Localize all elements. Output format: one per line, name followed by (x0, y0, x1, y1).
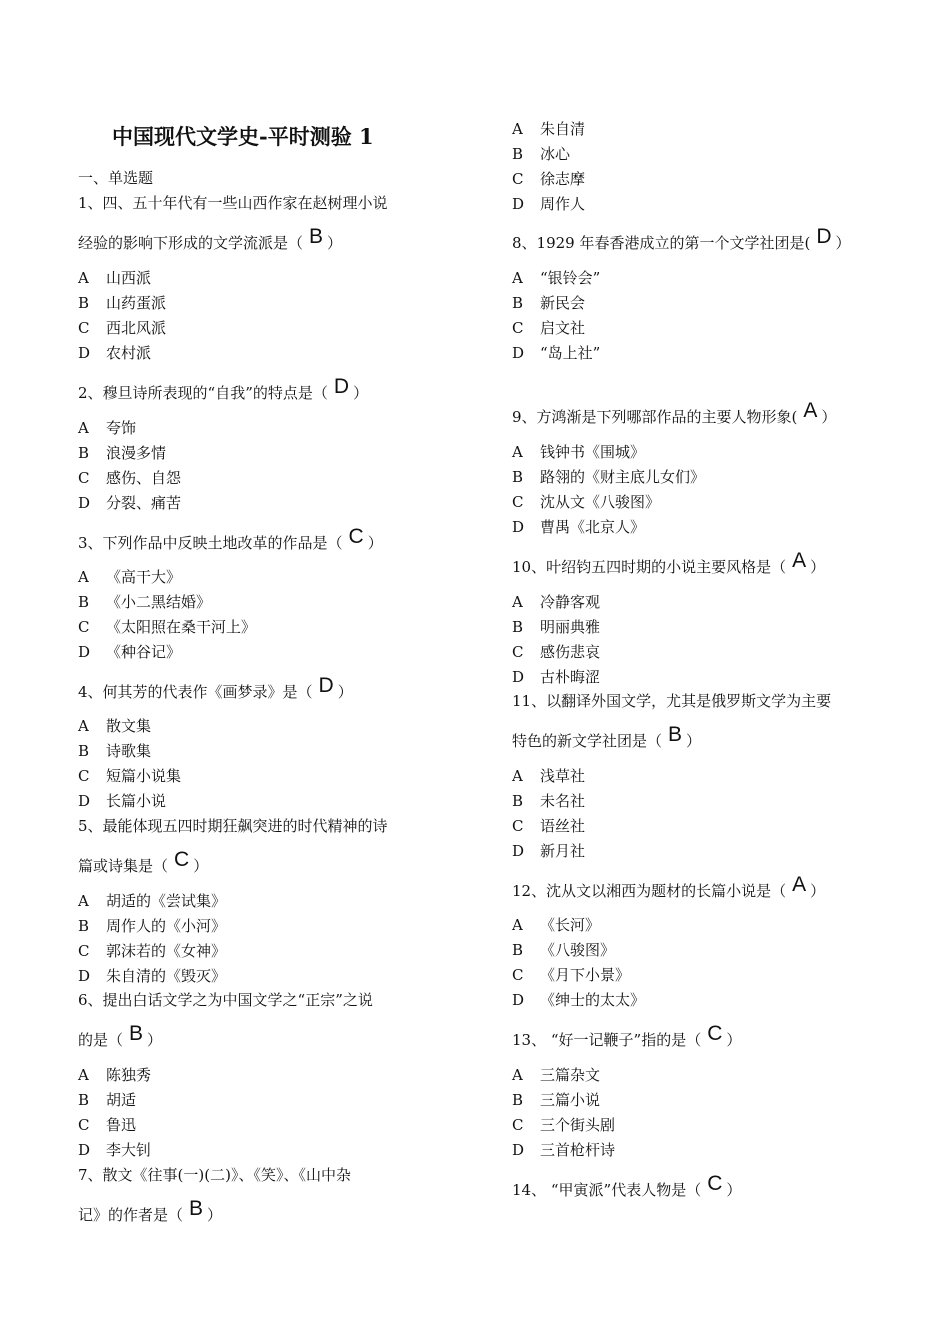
option-item: A “银铃会” (512, 269, 601, 287)
option-item: C 三个街头剧 (512, 1116, 616, 1134)
answer-mark: C (707, 1172, 723, 1195)
question-7-text-line-2: 记》的作者是（ B ） (78, 1197, 223, 1224)
question-11-text-line-1: 11、以翻译外国文学，尤其是俄罗斯文学为主要 (512, 692, 832, 710)
option-item: C 语丝社 (512, 817, 586, 835)
option-item: B 周作人的《小河》 (78, 917, 227, 935)
option-item: B 明丽典雅 (512, 618, 601, 636)
answer-mark: D (333, 375, 350, 398)
answer-mark: C (348, 525, 364, 548)
option-item: B 山药蛋派 (78, 294, 167, 312)
option-item: B 冰心 (512, 145, 571, 163)
question-6-text-line-1: 6、提出白话文学之为中国文学之“正宗”之说 (78, 991, 373, 1009)
question-14-text: 14、 “甲寅派”代表人物是（ C ） (512, 1172, 742, 1199)
answer-mark: B (189, 1197, 204, 1220)
option-item: C 沈从文《八骏图》 (512, 493, 661, 511)
question-9-text: 9、方鸿渐是下列哪部作品的主要人物形象( A ） (512, 399, 837, 426)
answer-mark: B (668, 723, 683, 746)
question-5-text-line-1: 5、最能体现五四时期狂飙突进的时代精神的诗 (78, 817, 388, 835)
option-item: B 未名社 (512, 792, 586, 810)
option-item: C 鲁迅 (78, 1116, 137, 1134)
option-item: C 短篇小说集 (78, 767, 182, 785)
option-item: A 山西派 (78, 269, 152, 287)
option-item: A 钱钟书《围城》 (512, 443, 646, 461)
option-item: D 《绅士的太太》 (512, 991, 646, 1009)
option-item: D 分裂、痛苦 (78, 494, 182, 512)
option-item: A 散文集 (78, 717, 152, 735)
question-2-text: 2、穆旦诗所表现的“自我”的特点是（ D ） (78, 375, 369, 402)
option-item: A 浅草社 (512, 767, 586, 785)
answer-mark: A (803, 399, 818, 422)
option-item: A 陈独秀 (78, 1066, 152, 1084)
option-item: C 郭沫若的《女神》 (78, 942, 227, 960)
option-item: C 《太阳照在桑干河上》 (78, 618, 257, 636)
option-item: D 李大钊 (78, 1141, 152, 1159)
option-item: C 《月下小景》 (512, 966, 631, 984)
option-item: A 胡适的《尝试集》 (78, 892, 227, 910)
question-8-text: 8、1929 年春香港成立的第一个文学社团是( D ） (512, 225, 851, 252)
question-10-text: 10、叶绍钧五四时期的小说主要风格是（ A ） (512, 549, 826, 576)
question-1-text-line-2: 经验的影响下形成的文学流派是（ B ） (78, 225, 343, 252)
option-item: B 胡适 (78, 1091, 137, 1109)
option-item: B 诗歌集 (78, 742, 152, 760)
option-item: B 新民会 (512, 294, 586, 312)
option-item: A 朱自清 (512, 120, 586, 138)
question-6-text-line-2: 的是（ B ） (78, 1022, 163, 1049)
option-item: C 徐志摩 (512, 170, 586, 188)
option-item: B 路翎的《财主底儿女们》 (512, 468, 706, 486)
question-13-text: 13、 “好一记鞭子”指的是（ C ） (512, 1022, 742, 1049)
question-1-text-line-1: 1、四、五十年代有一些山西作家在赵树理小说 (78, 194, 388, 212)
option-item: C 西北风派 (78, 319, 167, 337)
question-7-text-line-1: 7、散文《往事(一)(二)》、《笑》、《山中杂 (78, 1166, 351, 1184)
answer-mark: A (792, 549, 807, 572)
answer-mark: C (174, 848, 190, 871)
option-item: A 《高干大》 (78, 568, 182, 586)
answer-mark: B (129, 1022, 144, 1045)
option-item: B 浪漫多情 (78, 444, 167, 462)
answer-mark: D (816, 225, 832, 248)
option-item: D “岛上社” (512, 344, 601, 362)
answer-mark: D (318, 674, 334, 697)
page-title: 中国现代文学史-平时测验 1 (112, 124, 374, 149)
option-item: D 古朴晦涩 (512, 668, 601, 686)
option-item: D 新月社 (512, 842, 586, 860)
option-item: A 《长河》 (512, 916, 601, 934)
option-item: B 三篇小说 (512, 1091, 601, 1109)
question-4-text: 4、何其芳的代表作《画梦录》是（ D ） (78, 674, 353, 701)
option-item: C 感伤、自怨 (78, 469, 182, 487)
question-3-text: 3、下列作品中反映土地改革的作品是（ C ） (78, 525, 383, 552)
answer-mark: B (309, 225, 324, 248)
option-item: B 《小二黑结婚》 (78, 593, 212, 611)
question-11-text-line-2: 特色的新文学社团是（ B ） (512, 723, 702, 750)
option-item: D 曹禺《北京人》 (512, 518, 646, 536)
option-item: D 朱自清的《毁灭》 (78, 967, 227, 985)
option-item: C 启文社 (512, 319, 586, 337)
option-item: A 三篇杂文 (512, 1066, 601, 1084)
question-12-text: 12、沈从文以湘西为题材的长篇小说是（ A ） (512, 873, 826, 900)
question-5-text-line-2: 篇或诗集是（ C ） (78, 848, 209, 875)
section-heading: 一、单选题 (78, 169, 154, 187)
answer-mark: A (792, 873, 807, 896)
option-item: A 冷静客观 (512, 593, 601, 611)
option-item: C 感伤悲哀 (512, 643, 601, 661)
option-item: D 周作人 (512, 195, 586, 213)
option-item: B 《八骏图》 (512, 941, 616, 959)
answer-mark: C (707, 1022, 723, 1045)
option-item: D 《种谷记》 (78, 643, 182, 661)
option-item: A 夸饰 (78, 419, 137, 437)
option-item: D 农村派 (78, 344, 152, 362)
option-item: D 长篇小说 (78, 792, 167, 810)
option-item: D 三首枪杆诗 (512, 1141, 616, 1159)
